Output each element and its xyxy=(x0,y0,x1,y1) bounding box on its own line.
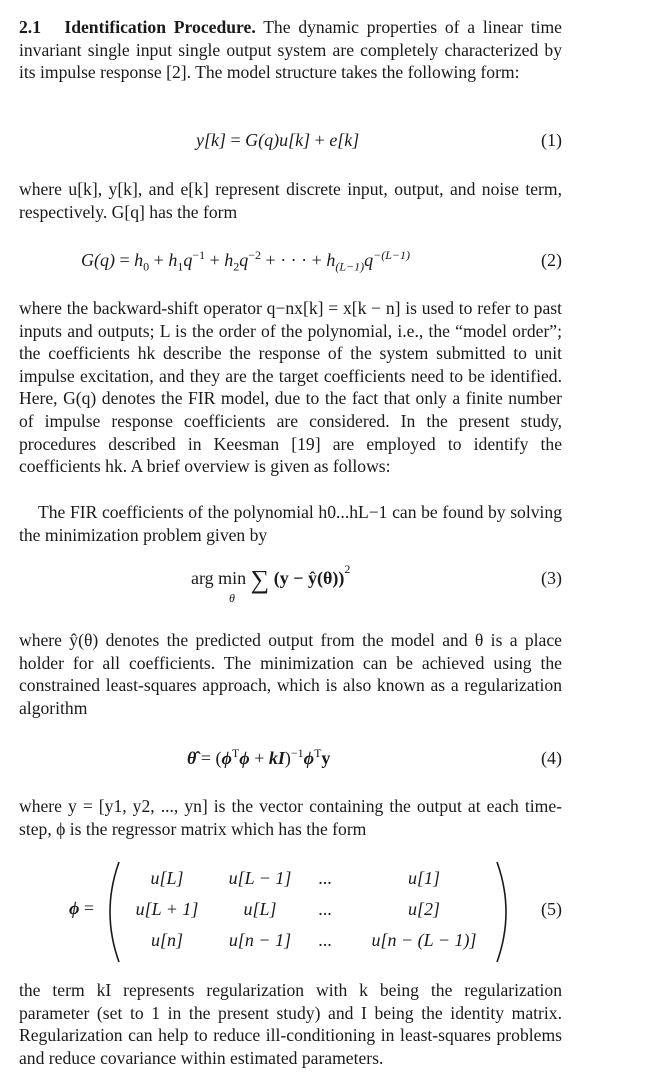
paragraph-intro xyxy=(19,16,562,84)
matrix-label: ϕ = xyxy=(69,898,95,918)
equation-2-expression: $G(q) = h_0 + h_1q^{-1} + h_2q^{-2}$ + · · · + $h_{(L-1)}q^{-(L-1)}$ xyxy=(81,248,410,274)
equation-5-number: (5) xyxy=(541,899,562,919)
equation-1-expression: y[k] = G(q)u[k] + e[k] xyxy=(196,130,360,150)
paragraph-backward-shift: where the backward-shift operator q−nx[k] = x[k − n] is used to refer to past inputs and outputs; L is the order of the polynomial, i.e., the “model order”; the coefficients hk describe the response of the system submitted to unit impulse excitation, and they are the target coefficients need to be identified. Here, G(q) denotes the FIR model, due to the fact that only a finite number of impulse response coefficients are considered. In the present study, procedures described in Keesman [19] are employed to identify the coefficients hk. A brief overview is given as follows: xyxy=(19,298,562,477)
equation-3-expression: arg min θ ∑ (y − ŷ(θ))$^2$ xyxy=(191,562,351,605)
matrix-cell: u[2] xyxy=(407,899,440,919)
matrix-cell: ... xyxy=(318,899,332,919)
matrix-cell: u[L − 1] xyxy=(228,868,292,888)
matrix-cell: ... xyxy=(318,930,332,950)
paragraph-fir-coefficients: The FIR coefficients of the polynomial h0...hL−1 can be found by solving the minimization problem given by xyxy=(19,502,562,545)
paragraph-regularization: the term kI represents regularization with k being the regularization parameter (set to 1 in the present study) and I being the identity matrix. Regularization can help to reduce ill-conditioning in least-squares problems and reduce covariance within estimated parameters. xyxy=(19,980,562,1068)
matrix-cell: u[n] xyxy=(150,930,183,950)
equation-2 xyxy=(19,248,562,274)
equation-4 xyxy=(19,746,562,772)
paragraph-output-vector: where y = [y1, y2, ..., yn] is the vector containing the output at each time-step, ϕ is the regressor matrix which has the form xyxy=(19,796,562,839)
equation-4-expression: θ̂ = $(\phi^T\phi + kI)^{-1}\phi^Ty$ xyxy=(187,746,331,768)
left-paren-icon xyxy=(99,860,123,964)
matrix-cell: u[L] xyxy=(243,899,277,919)
matrix-cell: u[n − 1] xyxy=(228,930,292,950)
matrix-cell: u[n − (L − 1)] xyxy=(371,930,477,950)
intro-text: The dynamic properties of a linear time invariant single input single output system are completely characterized by its impulse response [2]. The model structure takes the following form: xyxy=(19,17,562,83)
equation-3-number: (3) xyxy=(541,568,562,588)
matrix-cell: u[L + 1] xyxy=(135,899,199,919)
equation-2-number: (2) xyxy=(541,250,562,270)
section-number: 2.1 xyxy=(19,17,41,37)
matrix-cell: u[L] xyxy=(150,868,184,888)
section-title: Identification Procedure. xyxy=(64,17,256,37)
matrix-cell: u[1] xyxy=(407,868,440,888)
equation-4-number: (4) xyxy=(541,748,562,768)
right-paren-icon xyxy=(493,860,517,964)
equation-1-number: (1) xyxy=(541,130,562,150)
paragraph-model-form: where u[k], y[k], and e[k] represent discrete input, output, and noise term, respectively. G[q] has the form xyxy=(19,179,562,222)
equation-3 xyxy=(19,562,562,610)
matrix-cell: ... xyxy=(318,868,332,888)
equation-1 xyxy=(19,128,562,152)
paragraph-predicted-output: where ŷ(θ) denotes the predicted output from the model and θ is a place holder for all coefficients. The minimization can be achieved using the constrained least-squares approach, which is also known as a regularization algorithm xyxy=(19,630,562,718)
equation-5 xyxy=(19,862,562,962)
